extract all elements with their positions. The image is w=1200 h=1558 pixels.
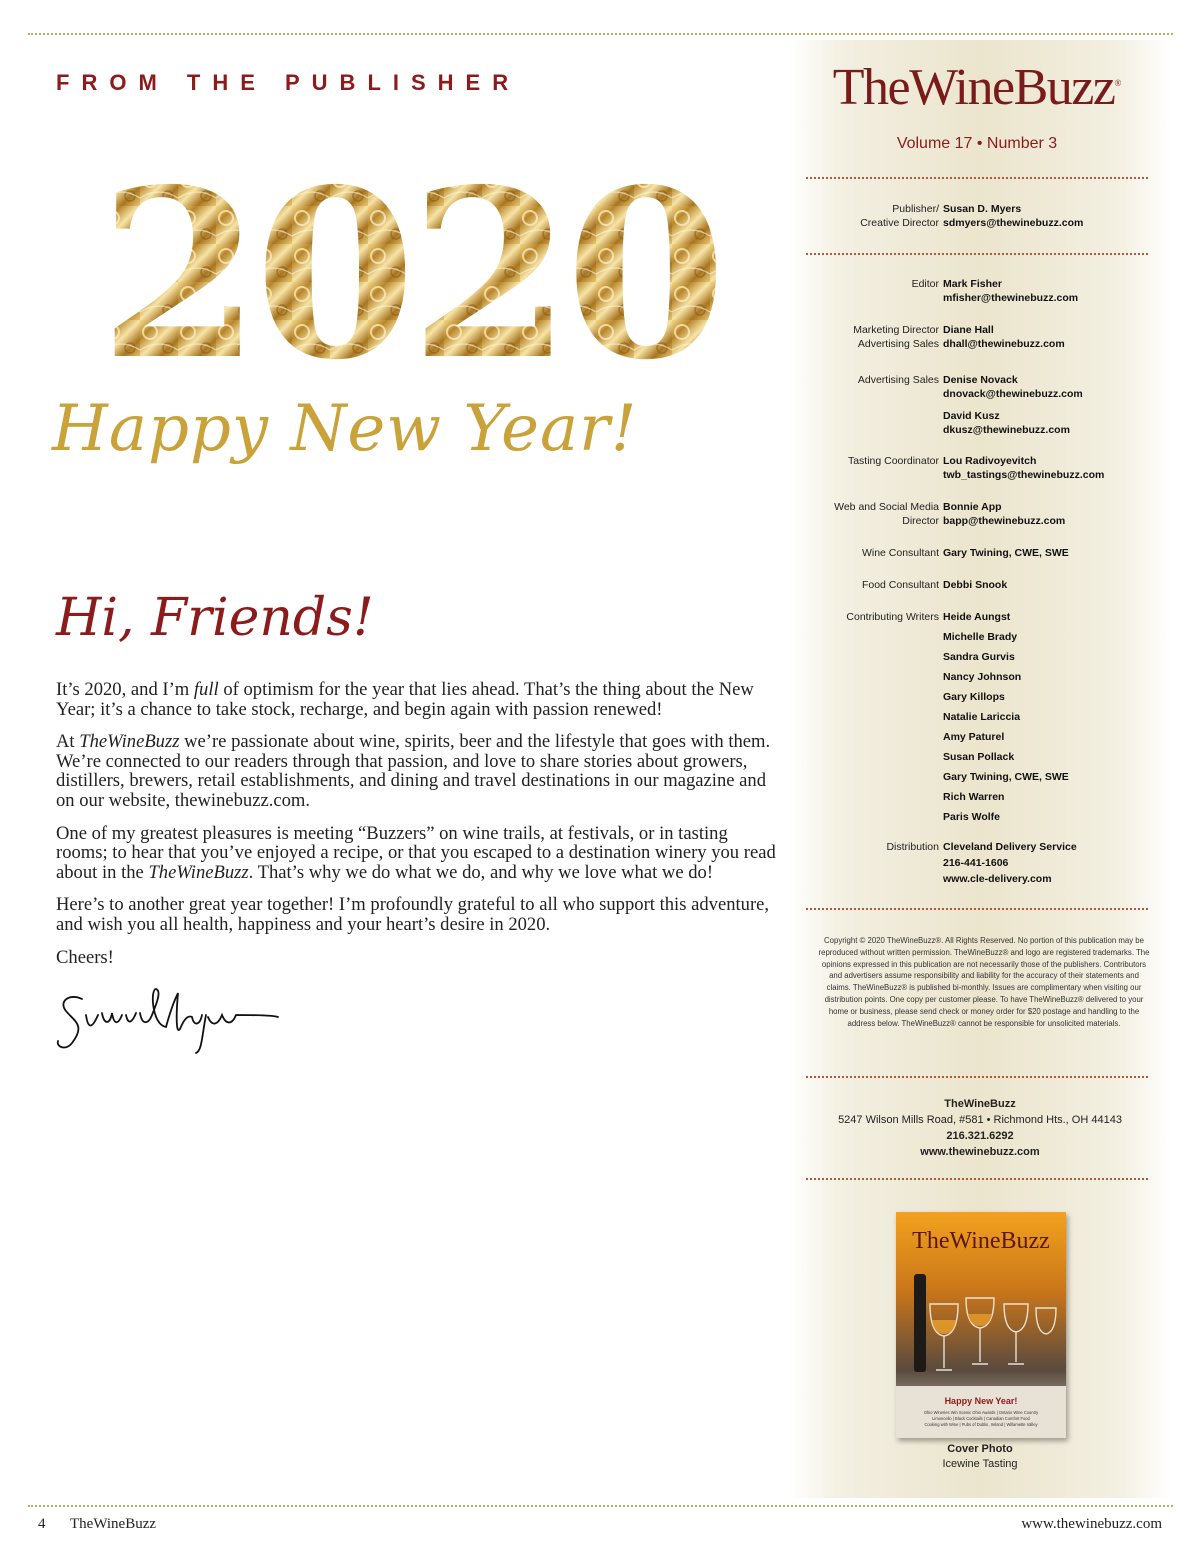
top-rule — [28, 33, 1173, 35]
letter-paragraph: It’s 2020, and I’m full of optimism for the year that lies ahead. That’s the thing about the New Year; it’s a chance to take stock, recharge, and begin again with passion renewed! — [56, 679, 754, 720]
letter-paragraph: At TheWineBuzz we’re passionate about wine, spirits, beer and the lifestyle that goes with them. We’re connected to our readers through that passion, and love to share stories about growers, distillers, brewers, retail establishments, and dining and travel destinations in our magazine and on our website, thewinebuzz.com. — [56, 731, 771, 811]
list-item: Michelle Brady — [943, 631, 1018, 643]
cover-line: Limoncello | Black Cocktails | Canadian Comfort Food — [932, 1416, 1030, 1421]
section-label: FROM THE PUBLISHER — [56, 70, 521, 95]
page-number: 4 — [38, 1516, 46, 1532]
bottom-rule — [28, 1505, 1173, 1507]
cover-image — [896, 1212, 1066, 1438]
list-item: Gary Twining, CWE, SWE — [943, 771, 1069, 783]
list-item: Natalie Lariccia — [943, 711, 1021, 723]
copyright-notice: Copyright © 2020 TheWineBuzz®. All Rights Reserved. No portion of this publication may be reproduced without written permission. TheWineBuzz® and logo are registered trademarks. The opinions expressed in this publication are not necessarily those of the publishers. Contributors and advertisers assume responsibility and liability for the accuracy of their statements and claims. TheWineBuzz® is published bi-monthly. Issues are complimentary when visiting our distribution points. One copy per customer please. To have TheWineBuzz® delivered to your home or business, please send check or money order for $20 postage and handling to the address below. TheWineBuzz® cannot be responsible for unsolicited materials. — [818, 936, 1150, 1028]
list-item: Heide Aungst — [943, 611, 1011, 623]
publisher-address: TheWineBuzz 5247 Wilson Mills Road, #581 • Richmond Hts., OH 44143 216.321.6292 www.thewinebuzz.com — [838, 1098, 1122, 1158]
issue-number: Volume 17 • Number 3 — [896, 135, 1058, 152]
contributor-list — [943, 607, 1069, 827]
cover-logo: TheWineBuzz — [912, 1228, 1050, 1254]
letter-greeting: Hi, Friends! — [56, 588, 374, 648]
list-item: Sandra Gurvis — [943, 651, 1015, 663]
letter-closing: Cheers! — [56, 946, 114, 968]
footer-website-link[interactable]: www.thewinebuzz.com — [1021, 1516, 1162, 1532]
cover-line: Ohio Wineries Win Scenic Ohio Awards | Ontario Wine Country — [923, 1410, 1039, 1415]
list-item: Susan Pollack — [943, 751, 1015, 763]
cover-headline: Happy New Year! — [944, 1396, 1018, 1406]
masthead-publisher: Publisher/ Susan D. Myers Creative Director sdmyers@thewinebuzz.com — [860, 203, 1084, 229]
letter-paragraph: Here’s to another great year together! I’m profoundly grateful to all who support this adventure, and wish you all health, happiness and your heart’s desire in 2020. — [56, 894, 770, 935]
list-item: Paris Wolfe — [943, 811, 1000, 823]
masthead-staff: Editor Mark Fisher mfisher@thewinebuzz.com Marketing Director Diane Hall Advertising Sales dhall@thewinebuzz.com Advertising Sales Denise Novack dnovack@thewinebuzz.com David Kusz dkusz@thewinebuzz.com Tasting Coordinator Lou Radivoyevitch twb_tastings@thewinebuzz.com Web and Social Media Bonnie App Director bapp@thewinebuzz.com Wine Consultant Gary Twining, CWE, SWE Food Consultant Debbi Snook Contributing Writers Heide Aungst Michelle Brady Sandra Gurvis Nancy Johnson Gary Killops Natalie Lariccia Amy Paturel Susan Pollack Gary Twining, CWE, SWE Rich Warren Paris Wolfe Distribution Cleveland Delivery Service 216-441-1606 www.cle-delivery.com — [834, 278, 1105, 885]
sidebar-rule — [806, 177, 1148, 179]
list-item: Rich Warren — [943, 791, 1005, 803]
cover-caption: Cover Photo Icewine Tasting — [942, 1443, 1018, 1470]
footer-brand: TheWineBuzz — [70, 1516, 157, 1532]
letter-paragraph: One of my greatest pleasures is meeting “Buzzers” on wine trails, at festivals, or in tasting rooms; to hear that you’ve enjoyed a recipe, or that you escaped to a destination winery you read about in the TheWineBuzz. That’s why we do what we do, and why we love what we do! — [56, 822, 776, 883]
sidebar-rule — [806, 1076, 1148, 1078]
list-item: Nancy Johnson — [943, 671, 1022, 683]
magazine-logo: TheWineBuzz® — [832, 59, 1122, 116]
sidebar-rule — [806, 253, 1148, 255]
sidebar-rule — [806, 1178, 1148, 1180]
year-2020-art — [99, 138, 721, 411]
publisher-signature — [52, 985, 282, 1057]
publisher-letter — [56, 680, 776, 980]
year-text: 2020 — [99, 138, 721, 411]
happy-new-year-headline: Happy New Year! — [52, 392, 638, 466]
list-item: Amy Paturel — [943, 731, 1005, 743]
cover-line: Cooking with Wine | Pubs of Dublin, Ireland | Willamette Valley — [924, 1422, 1038, 1427]
cover-thumbnail — [896, 1212, 1066, 1438]
list-item: Gary Killops — [943, 691, 1005, 703]
sidebar-rule — [806, 908, 1148, 910]
